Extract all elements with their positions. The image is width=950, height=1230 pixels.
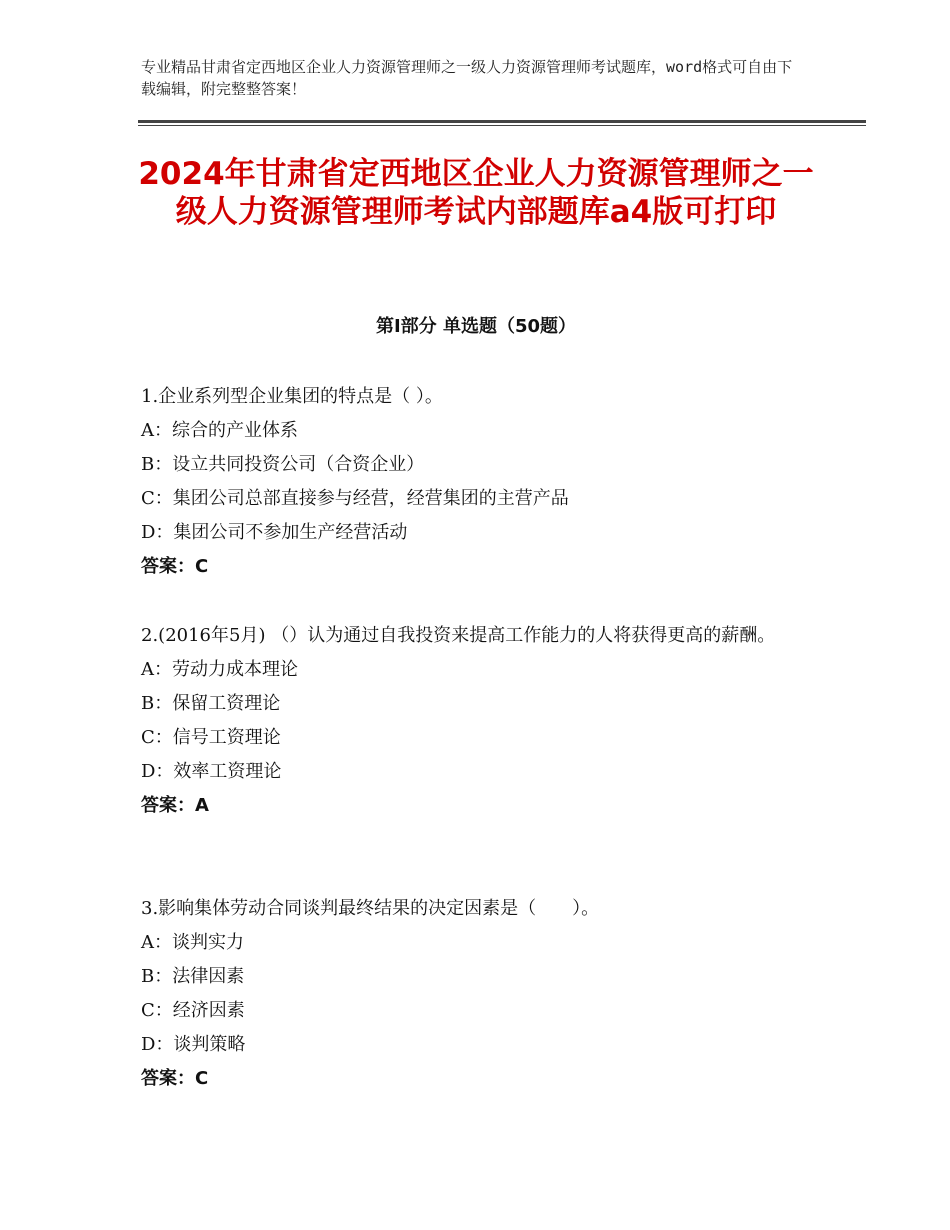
option-c: C：经济因素 (141, 1000, 245, 1021)
option-a: A：综合的产业体系 (141, 420, 298, 441)
document-title: 2024年甘肃省定西地区企业人力资源管理师之一级人力资源管理师考试内部题库a4版可打印 (138, 156, 814, 230)
question-text: 2.(2016年5月) （）认为通过自我投资来提高工作能力的人将获得更高的薪酬。 (141, 625, 776, 646)
answer: 答案：C (141, 1068, 209, 1089)
option-a: A：谈判实力 (141, 932, 244, 953)
section-heading: 第Ⅰ部分 单选题（50题） (375, 316, 576, 337)
question-1 (141, 380, 813, 584)
option-b: B：法律因素 (141, 966, 245, 987)
header-note: 专业精品甘肃省定西地区企业人力资源管理师之一级人力资源管理师考试题库，word格式可自由下载编辑，附完整整答案！ (141, 58, 793, 98)
question-text: 1.企业系列型企业集团的特点是（ ）。 (141, 386, 443, 407)
option-c: C：信号工资理论 (141, 727, 281, 748)
option-b: B：设立共同投资公司（合资企业） (141, 454, 425, 475)
option-d: D：集团公司不参加生产经营活动 (141, 522, 408, 543)
answer: 答案：A (141, 795, 209, 816)
answer: 答案：C (141, 556, 209, 577)
option-d: D：谈判策略 (141, 1034, 246, 1055)
option-c: C：集团公司总部直接参与经营，经营集团的主营产品 (141, 488, 569, 509)
option-d: D：效率工资理论 (141, 761, 282, 782)
question-2 (141, 619, 813, 823)
question-3 (141, 892, 813, 1096)
header-rule-thick (138, 120, 866, 123)
option-a: A：劳动力成本理论 (141, 659, 298, 680)
option-b: B：保留工资理论 (141, 693, 281, 714)
question-text: 3.影响集体劳动合同谈判最终结果的决定因素是（ ）。 (141, 898, 600, 919)
header-rule-thin (138, 125, 866, 126)
